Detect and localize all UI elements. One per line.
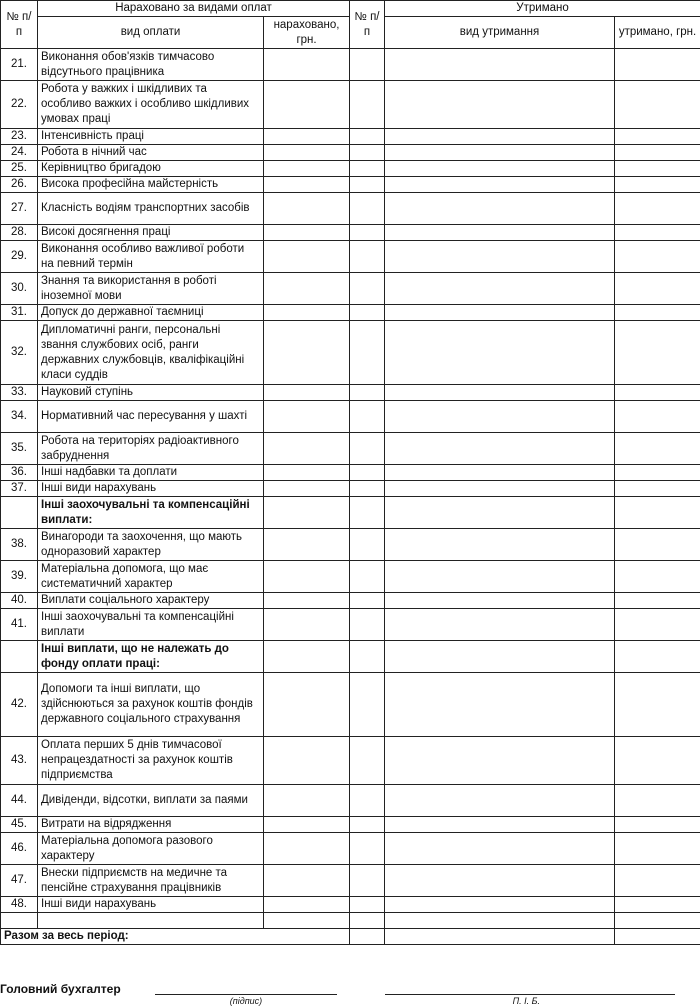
row-accrued-amount <box>264 481 350 497</box>
row-number <box>1 497 38 529</box>
row-accrued-amount <box>264 817 350 833</box>
row-withholding-type <box>385 241 615 273</box>
row-payment-label: Матеріальна допомога разового характеру <box>38 833 264 865</box>
row-payment-label: Керівництво бригадою <box>38 161 264 177</box>
header-accrued-group: Нараховано за видами оплат <box>38 1 350 17</box>
row-accrued-amount <box>264 433 350 465</box>
row-number-withheld <box>350 49 385 81</box>
row-withholding-type <box>385 497 615 529</box>
row-payment-label: Висока професійна майстерність <box>38 177 264 193</box>
table-row <box>1 401 700 433</box>
table-row <box>1 193 700 225</box>
row-withheld-amount <box>615 49 700 81</box>
header-withholding-type: вид утримання <box>385 17 615 49</box>
row-number-withheld <box>350 897 385 913</box>
row-number: 46. <box>1 833 38 865</box>
row-withheld-amount <box>615 481 700 497</box>
row-withholding-type <box>385 865 615 897</box>
row-number-withheld <box>350 833 385 865</box>
row-payment-label: Інші заохочувальні та компенсаційні виплати <box>38 609 264 641</box>
row-payment-label: Інші виплати, що не належать до фонду оплати праці: <box>38 641 264 673</box>
row-withholding-type <box>385 737 615 785</box>
row-payment-label: Високі досягнення праці <box>38 225 264 241</box>
table-row <box>1 561 700 593</box>
total-label: Разом за весь період: <box>1 929 350 945</box>
row-withheld-amount <box>615 833 700 865</box>
row-number: 43. <box>1 737 38 785</box>
row-payment-label: Дивіденди, відсотки, виплати за паями <box>38 785 264 817</box>
row-withholding-type <box>385 433 615 465</box>
row-payment-label: Інші надбавки та доплати <box>38 465 264 481</box>
row-payment-label: Інші види нарахувань <box>38 897 264 913</box>
row-withholding-type <box>385 833 615 865</box>
row-number: 28. <box>1 225 38 241</box>
table-row <box>1 177 700 193</box>
row-withholding-type <box>385 81 615 129</box>
header-withheld-group: Утримано <box>385 1 700 17</box>
row-accrued-amount <box>264 273 350 305</box>
table-row <box>1 673 700 737</box>
row-withheld-amount <box>615 177 700 193</box>
row-number-withheld <box>350 129 385 145</box>
row-number-withheld <box>350 241 385 273</box>
table-row <box>1 641 700 673</box>
row-payment-label: Робота у важких і шкідливих та особливо важких і особливо шкідливих умовах праці <box>38 81 264 129</box>
row-withholding-type <box>385 193 615 225</box>
row-number: 32. <box>1 321 38 385</box>
row-number-withheld <box>350 913 385 929</box>
row-accrued-amount <box>264 641 350 673</box>
row-payment-label <box>38 913 264 929</box>
row-payment-label: Класність водіям транспортних засобів <box>38 193 264 225</box>
row-number-withheld <box>350 81 385 129</box>
row-withholding-type <box>385 273 615 305</box>
row-withholding-type <box>385 129 615 145</box>
row-withholding-type <box>385 913 615 929</box>
row-payment-label: Виплати соціального характеру <box>38 593 264 609</box>
row-number-withheld <box>350 529 385 561</box>
row-withheld-amount <box>615 737 700 785</box>
row-number: 36. <box>1 465 38 481</box>
row-withheld-amount <box>615 465 700 481</box>
row-withholding-type <box>385 609 615 641</box>
row-withholding-type <box>385 49 615 81</box>
row-accrued-amount <box>264 561 350 593</box>
row-accrued-amount <box>264 49 350 81</box>
row-accrued-amount <box>264 129 350 145</box>
row-payment-label: Винагороди та заохочення, що мають одноразовий характер <box>38 529 264 561</box>
header-accrued-amount: нараховано, грн. <box>264 17 350 49</box>
row-accrued-amount <box>264 401 350 433</box>
row-withheld-amount <box>615 673 700 737</box>
row-accrued-amount <box>264 161 350 177</box>
row-withholding-type <box>385 593 615 609</box>
table-row <box>1 273 700 305</box>
header-num-2: № п/п <box>350 1 385 49</box>
row-withheld-amount <box>615 897 700 913</box>
row-number: 45. <box>1 817 38 833</box>
table-row <box>1 305 700 321</box>
row-payment-label: Нормативний час пересування у шахті <box>38 401 264 433</box>
row-number-withheld <box>350 225 385 241</box>
row-accrued-amount <box>264 673 350 737</box>
table-row <box>1 241 700 273</box>
row-number: 25. <box>1 161 38 177</box>
table-row <box>1 129 700 145</box>
chief-accountant-label: Головний бухгалтер <box>0 982 121 996</box>
row-number-withheld <box>350 193 385 225</box>
row-payment-label: Виконання особливо важливої роботи на певний термін <box>38 241 264 273</box>
table-row <box>1 897 700 913</box>
row-payment-label: Інтенсивність праці <box>38 129 264 145</box>
row-withheld-amount <box>615 609 700 641</box>
row-withholding-type <box>385 145 615 161</box>
row-withheld-amount <box>615 193 700 225</box>
row-accrued-amount <box>264 833 350 865</box>
row-accrued-amount <box>264 81 350 129</box>
row-withholding-type <box>385 673 615 737</box>
row-number-withheld <box>350 465 385 481</box>
row-payment-label: Допуск до державної таємниці <box>38 305 264 321</box>
row-payment-label: Дипломатичні ранги, персональні звання службових осіб, ранги державних службовців, кваліфікаційні класи суддів <box>38 321 264 385</box>
row-number: 26. <box>1 177 38 193</box>
row-number: 39. <box>1 561 38 593</box>
row-payment-label: Робота в нічний час <box>38 145 264 161</box>
row-number: 38. <box>1 529 38 561</box>
row-number-withheld <box>350 401 385 433</box>
row-payment-label: Матеріальна допомога, що має систематичний характер <box>38 561 264 593</box>
name-line <box>385 994 675 995</box>
row-number: 42. <box>1 673 38 737</box>
row-withholding-type <box>385 305 615 321</box>
row-accrued-amount <box>264 145 350 161</box>
row-number-withheld <box>350 433 385 465</box>
row-withheld-amount <box>615 161 700 177</box>
row-withheld-amount <box>615 81 700 129</box>
row-number-withheld <box>350 145 385 161</box>
row-payment-label: Витрати на відрядження <box>38 817 264 833</box>
row-withholding-type <box>385 529 615 561</box>
row-accrued-amount <box>264 609 350 641</box>
table-row <box>1 433 700 465</box>
table-row <box>1 81 700 129</box>
row-number-withheld <box>350 593 385 609</box>
row-withheld-amount <box>615 593 700 609</box>
table-row <box>1 49 700 81</box>
row-number: 27. <box>1 193 38 225</box>
row-accrued-amount <box>264 193 350 225</box>
table-row <box>1 817 700 833</box>
row-withholding-type <box>385 641 615 673</box>
row-number: 29. <box>1 241 38 273</box>
row-number: 24. <box>1 145 38 161</box>
table-row <box>1 529 700 561</box>
row-number: 21. <box>1 49 38 81</box>
row-withholding-type <box>385 401 615 433</box>
row-accrued-amount <box>264 465 350 481</box>
row-accrued-amount <box>264 865 350 897</box>
row-accrued-amount <box>264 737 350 785</box>
row-payment-label: Допомоги та інші виплати, що здійснюються за рахунок коштів фондів державного соціального страхування <box>38 673 264 737</box>
row-accrued-amount <box>264 385 350 401</box>
row-withheld-amount <box>615 817 700 833</box>
row-number: 48. <box>1 897 38 913</box>
row-withheld-amount <box>615 241 700 273</box>
row-accrued-amount <box>264 497 350 529</box>
row-payment-label: Робота на територіях радіоактивного забруднення <box>38 433 264 465</box>
row-payment-label: Науковий ступінь <box>38 385 264 401</box>
row-accrued-amount <box>264 305 350 321</box>
row-payment-label: Інші види нарахувань <box>38 481 264 497</box>
row-number-withheld <box>350 641 385 673</box>
row-number: 34. <box>1 401 38 433</box>
row-withheld-amount <box>615 561 700 593</box>
row-withholding-type <box>385 161 615 177</box>
signature-caption: (підпис) <box>229 996 263 1006</box>
table-row <box>1 833 700 865</box>
row-number-withheld <box>350 305 385 321</box>
row-payment-label: Інші заохочувальні та компенсаційні виплати: <box>38 497 264 529</box>
row-accrued-amount <box>264 593 350 609</box>
row-withholding-type <box>385 225 615 241</box>
row-number-withheld <box>350 385 385 401</box>
row-number: 44. <box>1 785 38 817</box>
row-number <box>1 913 38 929</box>
row-withholding-type <box>385 177 615 193</box>
row-accrued-amount <box>264 897 350 913</box>
row-number-withheld <box>350 865 385 897</box>
row-number: 40. <box>1 593 38 609</box>
table-row <box>1 481 700 497</box>
row-number-withheld <box>350 609 385 641</box>
table-row <box>1 145 700 161</box>
row-number: 47. <box>1 865 38 897</box>
table-row <box>1 865 700 897</box>
row-number-withheld <box>350 785 385 817</box>
row-withheld-amount <box>615 641 700 673</box>
row-withholding-type <box>385 785 615 817</box>
row-accrued-amount <box>264 241 350 273</box>
row-withheld-amount <box>615 321 700 385</box>
row-payment-label: Виконання обов'язків тимчасово відсутнього працівника <box>38 49 264 81</box>
row-accrued-amount <box>264 529 350 561</box>
row-withheld-amount <box>615 865 700 897</box>
row-withholding-type <box>385 817 615 833</box>
row-payment-label: Оплата перших 5 днів тимчасової непрацездатності за рахунок коштів підприємства <box>38 737 264 785</box>
row-number-withheld <box>350 321 385 385</box>
row-number-withheld <box>350 161 385 177</box>
row-withheld-amount <box>615 401 700 433</box>
row-withheld-amount <box>615 145 700 161</box>
header-num: № п/п <box>1 1 38 49</box>
row-number <box>1 641 38 673</box>
row-number-withheld <box>350 673 385 737</box>
row-number-withheld <box>350 177 385 193</box>
table-row <box>1 385 700 401</box>
header-withheld-amount: утримано, грн. <box>615 17 700 49</box>
row-withheld-amount <box>615 273 700 305</box>
table-row <box>1 593 700 609</box>
total-withholding-type <box>385 929 615 945</box>
total-withheld-amount <box>615 929 700 945</box>
row-withholding-type <box>385 481 615 497</box>
table-row <box>1 785 700 817</box>
row-number-withheld <box>350 497 385 529</box>
row-accrued-amount <box>264 177 350 193</box>
table-row <box>1 609 700 641</box>
row-number: 31. <box>1 305 38 321</box>
row-number: 22. <box>1 81 38 129</box>
name-caption: П. І. Б. <box>512 996 540 1006</box>
row-withholding-type <box>385 465 615 481</box>
row-number: 30. <box>1 273 38 305</box>
total-row <box>1 929 700 945</box>
row-withheld-amount <box>615 497 700 529</box>
table-row <box>1 465 700 481</box>
row-number: 23. <box>1 129 38 145</box>
row-withheld-amount <box>615 305 700 321</box>
row-number-withheld <box>350 737 385 785</box>
row-number: 37. <box>1 481 38 497</box>
signature-block <box>0 978 700 1006</box>
row-accrued-amount <box>264 321 350 385</box>
row-accrued-amount <box>264 225 350 241</box>
row-number-withheld <box>350 817 385 833</box>
row-withholding-type <box>385 561 615 593</box>
row-withholding-type <box>385 897 615 913</box>
row-withholding-type <box>385 321 615 385</box>
row-withheld-amount <box>615 433 700 465</box>
row-withheld-amount <box>615 913 700 929</box>
table-row <box>1 225 700 241</box>
row-withholding-type <box>385 385 615 401</box>
row-accrued-amount <box>264 785 350 817</box>
row-number-withheld <box>350 481 385 497</box>
table-row <box>1 913 700 929</box>
row-number-withheld <box>350 273 385 305</box>
row-number: 41. <box>1 609 38 641</box>
row-withheld-amount <box>615 129 700 145</box>
total-num-withheld <box>350 929 385 945</box>
signature-line <box>155 994 337 995</box>
row-number-withheld <box>350 561 385 593</box>
row-payment-label: Знання та використання в роботі іноземної мови <box>38 273 264 305</box>
table-row <box>1 497 700 529</box>
row-payment-label: Внески підприємств на медичне та пенсійне страхування працівників <box>38 865 264 897</box>
row-withheld-amount <box>615 385 700 401</box>
row-accrued-amount <box>264 913 350 929</box>
row-number: 33. <box>1 385 38 401</box>
row-withheld-amount <box>615 529 700 561</box>
row-withheld-amount <box>615 225 700 241</box>
table-row <box>1 737 700 785</box>
table-row <box>1 321 700 385</box>
row-withheld-amount <box>615 785 700 817</box>
row-number: 35. <box>1 433 38 465</box>
table-row <box>1 161 700 177</box>
header-payment-type: вид оплати <box>38 17 264 49</box>
